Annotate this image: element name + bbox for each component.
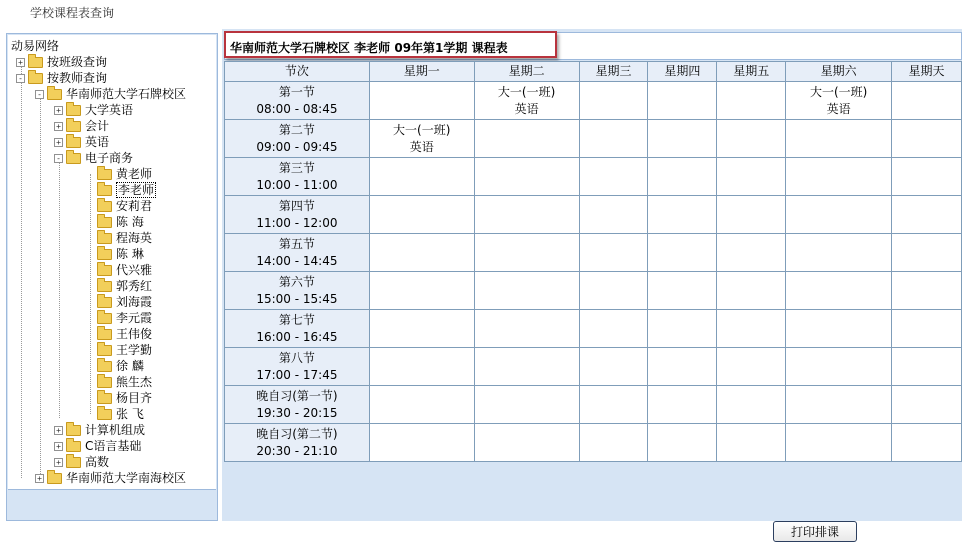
tree-node-label[interactable]: 华南师范大学石牌校区 [66, 87, 187, 101]
tree-node[interactable] [85, 246, 144, 262]
tree-guide-line [59, 158, 60, 418]
schedule-cell [579, 310, 648, 348]
tree-node-label[interactable]: 按班级查询 [47, 55, 108, 69]
tree-node[interactable] [16, 54, 107, 70]
tree-node-label[interactable]: 高数 [85, 455, 110, 469]
expand-icon[interactable]: + [54, 122, 63, 131]
table-row [225, 196, 962, 234]
folder-icon [66, 137, 81, 148]
tree-node[interactable] [85, 182, 156, 198]
folder-icon [97, 281, 112, 292]
period-time: 15:00 - 15:45 [256, 291, 338, 306]
collapse-icon[interactable]: - [35, 90, 44, 99]
schedule-cell [579, 158, 648, 196]
folder-icon [66, 153, 81, 164]
folder-icon [97, 233, 112, 244]
tree-node-label[interactable]: 大学英语 [85, 103, 134, 117]
column-header: 星期一 [369, 62, 474, 82]
period-cell [225, 348, 370, 386]
schedule-cell [786, 386, 892, 424]
tree-node-label[interactable]: 陈 琳 [116, 247, 144, 261]
period-time: 09:00 - 09:45 [256, 139, 338, 154]
column-header: 星期五 [717, 62, 786, 82]
schedule-cell [648, 196, 717, 234]
schedule-cell [786, 158, 892, 196]
folder-icon [97, 217, 112, 228]
tree-node-label[interactable]: 会计 [85, 119, 110, 133]
period-name: 晚自习(第一节) [256, 388, 338, 403]
schedule-cell [786, 424, 892, 462]
schedule-cell [717, 196, 786, 234]
schedule-cell [892, 196, 962, 234]
table-row [225, 120, 962, 158]
period-time: 16:00 - 16:45 [256, 329, 338, 344]
period-cell [225, 234, 370, 272]
tree-root[interactable] [11, 38, 59, 54]
folder-icon [97, 361, 112, 372]
schedule-cell [369, 424, 474, 462]
table-row [225, 310, 962, 348]
schedule-cell [717, 310, 786, 348]
tree-node[interactable] [35, 86, 186, 102]
table-row [225, 424, 962, 462]
folder-icon [97, 393, 112, 404]
column-header: 星期六 [786, 62, 892, 82]
period-name: 第八节 [278, 350, 315, 365]
course-entry: 大一(一班) 英语 [497, 85, 556, 116]
folder-icon [28, 57, 43, 68]
tree-node-label[interactable]: 张 飞 [116, 407, 144, 421]
schedule-cell [474, 196, 579, 234]
folder-icon [97, 201, 112, 212]
tree-node[interactable] [85, 326, 152, 342]
period-cell [225, 386, 370, 424]
course-entry: 大一(一班) 英语 [393, 123, 451, 154]
tree-node[interactable] [54, 102, 133, 118]
period-name: 第五节 [278, 236, 315, 251]
tree-node[interactable] [35, 470, 186, 486]
period-name: 第二节 [278, 122, 315, 137]
expand-icon[interactable]: + [54, 458, 63, 467]
table-row [225, 348, 962, 386]
column-header: 星期三 [579, 62, 648, 82]
schedule-cell [648, 424, 717, 462]
schedule-cell [786, 120, 892, 158]
schedule-header-row [225, 62, 962, 82]
table-row [225, 158, 962, 196]
column-header: 节次 [225, 62, 370, 82]
period-cell [225, 272, 370, 310]
tree-node-label[interactable]: 王伟俊 [116, 327, 153, 341]
folder-icon [66, 121, 81, 132]
schedule-cell [892, 310, 962, 348]
collapse-icon[interactable]: - [16, 74, 25, 83]
schedule-cell [579, 120, 648, 158]
tree-node-label[interactable]: C语言基础 [85, 439, 142, 453]
tree-node[interactable] [85, 166, 152, 182]
schedule-cell [892, 234, 962, 272]
schedule-caption-cell [224, 32, 962, 60]
schedule-cell [786, 234, 892, 272]
table-row [225, 386, 962, 424]
tree-node[interactable] [54, 118, 109, 134]
tree-node-label[interactable]: 陈 海 [116, 215, 144, 229]
table-row [225, 272, 962, 310]
schedule-cell [892, 272, 962, 310]
tree-node[interactable] [54, 438, 141, 454]
folder-icon [66, 105, 81, 116]
schedule-cell [717, 272, 786, 310]
period-time: 17:00 - 17:45 [256, 367, 338, 382]
schedule-cell [892, 120, 962, 158]
tree-node-label[interactable]: 按教师查询 [47, 71, 108, 85]
column-header: 星期二 [474, 62, 579, 82]
schedule-cell [717, 158, 786, 196]
period-cell [225, 310, 370, 348]
folder-icon [66, 441, 81, 452]
column-header: 星期四 [648, 62, 717, 82]
tree-node-label[interactable]: 计算机组成 [85, 423, 146, 437]
schedule-cell [648, 120, 717, 158]
expand-icon[interactable]: + [16, 58, 25, 67]
tree-node-label[interactable]: 熊生杰 [116, 375, 153, 389]
period-time: 14:00 - 14:45 [256, 253, 338, 268]
schedule-cell [369, 82, 474, 120]
schedule-cell [474, 158, 579, 196]
schedule-cell [369, 120, 474, 158]
tree-node[interactable] [54, 422, 145, 438]
schedule-cell [892, 424, 962, 462]
schedule-cell [786, 82, 892, 120]
folder-icon [97, 185, 112, 196]
schedule-cell [474, 348, 579, 386]
schedule-cell [786, 196, 892, 234]
tree-node[interactable] [85, 278, 152, 294]
schedule-cell [579, 196, 648, 234]
schedule-table [224, 61, 962, 462]
folder-icon [66, 425, 81, 436]
schedule-caption: 华南师范大学石牌校区 李老师 09年第1学期 课程表 [230, 41, 508, 55]
app-title: 学校课程表查询 [30, 6, 115, 20]
tree-node-label[interactable]: 安莉君 [116, 199, 153, 213]
tree-node-label[interactable]: 代兴雅 [116, 263, 153, 277]
period-time: 11:00 - 12:00 [256, 215, 338, 230]
tree-node[interactable] [85, 262, 152, 278]
period-name: 第一节 [278, 84, 315, 99]
expand-icon[interactable]: + [54, 138, 63, 147]
schedule-cell [579, 272, 648, 310]
schedule-cell [474, 386, 579, 424]
period-name: 第六节 [278, 274, 315, 289]
schedule-cell [648, 272, 717, 310]
expand-icon[interactable]: + [54, 442, 63, 451]
tree-node[interactable] [85, 230, 152, 246]
sidebar [6, 33, 218, 521]
schedule-cell [786, 310, 892, 348]
tree-node[interactable] [85, 198, 152, 214]
tree-guide-line [40, 94, 41, 474]
tree-node[interactable] [54, 134, 109, 150]
schedule-cell [474, 272, 579, 310]
folder-icon [97, 265, 112, 276]
tree-node-label[interactable]: 程海英 [116, 231, 153, 245]
schedule-cell [474, 234, 579, 272]
period-name: 第四节 [278, 198, 315, 213]
schedule-cell [369, 348, 474, 386]
schedule-cell [648, 386, 717, 424]
tree-node-label[interactable]: 李老师 [118, 183, 155, 197]
schedule-cell [892, 348, 962, 386]
schedule-cell [892, 386, 962, 424]
schedule-cell [474, 120, 579, 158]
tree-node[interactable] [85, 390, 152, 406]
schedule-cell [474, 310, 579, 348]
schedule-cell [717, 424, 786, 462]
tree-node[interactable] [54, 454, 109, 470]
period-cell [225, 120, 370, 158]
tree-node-label[interactable]: 郭秀红 [116, 279, 153, 293]
tree-node-label[interactable]: 英语 [85, 135, 110, 149]
collapse-icon[interactable]: - [54, 154, 63, 163]
tree-node[interactable] [85, 214, 144, 230]
schedule-cell [648, 234, 717, 272]
schedule-cell [648, 348, 717, 386]
period-cell [225, 158, 370, 196]
schedule-cell [717, 120, 786, 158]
folder-icon [97, 249, 112, 260]
schedule-cell [369, 310, 474, 348]
expand-icon[interactable]: + [35, 474, 44, 483]
schedule-cell [579, 348, 648, 386]
period-time: 19:30 - 20:15 [256, 405, 338, 420]
tree-view [8, 35, 216, 490]
folder-icon [97, 169, 112, 180]
tree-node[interactable] [54, 150, 133, 166]
period-cell [225, 196, 370, 234]
tree-node[interactable] [16, 70, 107, 86]
period-name: 晚自习(第二节) [256, 426, 338, 441]
table-row [225, 82, 962, 120]
schedule-cell [369, 196, 474, 234]
period-name: 第三节 [278, 160, 315, 175]
tree-node-label[interactable]: 动易网络 [11, 39, 60, 53]
schedule-cell [717, 348, 786, 386]
tree-node[interactable] [85, 358, 144, 374]
period-time: 10:00 - 11:00 [256, 177, 338, 192]
period-cell [225, 424, 370, 462]
schedule-cell [717, 386, 786, 424]
schedule-cell [579, 424, 648, 462]
folder-icon [28, 73, 43, 84]
schedule-cell [579, 82, 648, 120]
folder-icon [47, 473, 62, 484]
schedule-cell [892, 82, 962, 120]
tree-guide-line [21, 62, 22, 478]
schedule-cell [892, 158, 962, 196]
tree-node[interactable] [85, 406, 144, 422]
schedule-cell [369, 234, 474, 272]
period-name: 第七节 [278, 312, 315, 327]
schedule-cell [648, 310, 717, 348]
period-time: 20:30 - 21:10 [256, 443, 338, 458]
period-time: 08:00 - 08:45 [256, 101, 338, 116]
tree-node-label[interactable]: 李元霞 [116, 311, 153, 325]
main-panel [222, 29, 962, 539]
schedule-cell [717, 82, 786, 120]
schedule-cell [474, 82, 579, 120]
schedule-cell [369, 272, 474, 310]
table-row [225, 234, 962, 272]
folder-icon [97, 329, 112, 340]
folder-icon [97, 409, 112, 420]
schedule-cell [786, 272, 892, 310]
schedule-cell [369, 386, 474, 424]
column-header: 星期天 [892, 62, 962, 82]
print-schedule-button[interactable]: 打印排课 [773, 521, 857, 542]
schedule-cell [579, 234, 648, 272]
tree-node-label[interactable]: 华南师范大学南海校区 [66, 471, 187, 485]
folder-icon [66, 457, 81, 468]
folder-icon [97, 345, 112, 356]
tree-node-label[interactable]: 王学勤 [116, 343, 153, 357]
period-cell [225, 82, 370, 120]
course-entry: 大一(一班) 英语 [809, 85, 868, 116]
tree-node[interactable] [85, 342, 152, 358]
expand-icon[interactable]: + [54, 106, 63, 115]
tree-node-label[interactable]: 黄老师 [116, 167, 153, 181]
tree-node-label[interactable]: 刘海霞 [116, 295, 153, 309]
schedule-cell [369, 158, 474, 196]
schedule-cell [786, 348, 892, 386]
folder-icon [97, 297, 112, 308]
tree-node[interactable] [85, 294, 152, 310]
schedule-cell [579, 386, 648, 424]
expand-icon[interactable]: + [54, 426, 63, 435]
tree-node-label[interactable]: 徐 麟 [116, 359, 144, 373]
schedule-cell [717, 234, 786, 272]
schedule-cell [648, 82, 717, 120]
schedule-cell [648, 158, 717, 196]
schedule-cell [474, 424, 579, 462]
folder-icon [97, 377, 112, 388]
tree-node[interactable] [85, 310, 152, 326]
tree-node[interactable] [85, 374, 152, 390]
folder-icon [47, 89, 62, 100]
folder-icon [97, 313, 112, 324]
tree-node-label[interactable]: 杨目齐 [116, 391, 153, 405]
tree-node-label[interactable]: 电子商务 [85, 151, 134, 165]
